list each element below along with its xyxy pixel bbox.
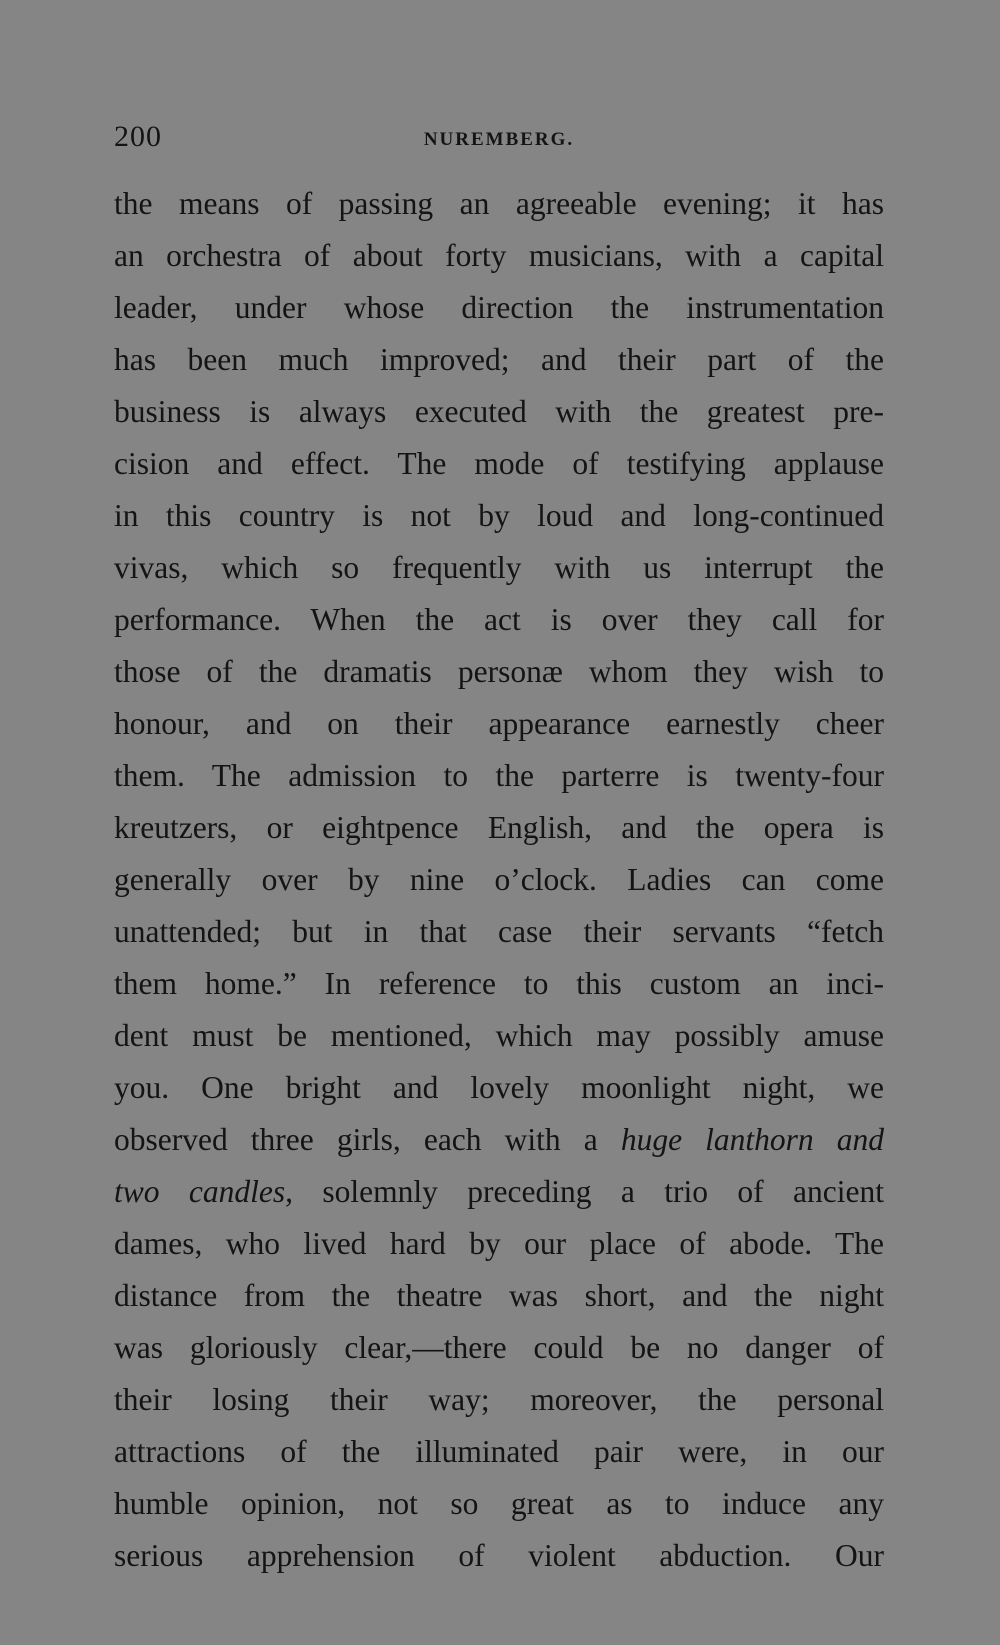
text-line: honour, and on their appearance earnestly cheer — [114, 706, 884, 741]
text-line: kreutzers, or eightpence English, and the opera is — [114, 810, 884, 845]
text-line: business is always executed with the greatest pre- — [114, 394, 884, 429]
text-line: an orchestra of about forty musicians, with a capital — [114, 238, 884, 273]
body-text — [114, 178, 884, 1582]
italic-text-segment: huge lanthorn and — [620, 1122, 884, 1157]
page-header — [114, 114, 884, 164]
text-segment: observed three girls, each with a — [114, 1122, 621, 1157]
text-line: cision and effect. The mode of testifying applause — [114, 446, 884, 481]
text-line: them home.” In reference to this custom an inci- — [114, 966, 884, 1001]
text-line: their losing their way; moreover, the personal — [114, 1382, 884, 1417]
text-line: generally over by nine o’clock. Ladies can come — [114, 862, 884, 897]
running-head: NUREMBERG. — [423, 129, 575, 150]
page-number: 200 — [114, 120, 162, 153]
text-line: dent must be mentioned, which may possibly amuse — [114, 1018, 884, 1053]
text-line-with-italic — [114, 1166, 884, 1218]
text-line: those of the dramatis personæ whom they wish to — [114, 654, 884, 689]
text-line: you. One bright and lovely moonlight night, we — [114, 1070, 884, 1105]
text-line: distance from the theatre was short, and the night — [114, 1278, 884, 1313]
text-line: in this country is not by loud and long-continued — [114, 498, 884, 533]
text-line: performance. When the act is over they call for — [114, 602, 884, 637]
text-segment: solemnly preceding a trio of ancient — [293, 1174, 884, 1209]
text-line: them. The admission to the parterre is twenty-four — [114, 758, 884, 793]
italic-text-segment: two candles, — [114, 1174, 294, 1209]
text-line: the means of passing an agreeable evening; it has — [114, 186, 884, 221]
text-line: humble opinion, not so great as to induce any — [114, 1486, 884, 1521]
text-line: was gloriously clear,—there could be no danger of — [114, 1330, 884, 1365]
text-line: vivas, which so frequently with us interrupt the — [114, 550, 884, 585]
text-line-with-italic — [114, 1114, 884, 1166]
text-line: serious apprehension of violent abduction. Our — [114, 1538, 884, 1573]
text-line: unattended; but in that case their servants “fetch — [114, 914, 884, 949]
text-line: leader, under whose direction the instrumentation — [114, 290, 884, 325]
text-line: dames, who lived hard by our place of abode. The — [114, 1226, 884, 1261]
text-line: attractions of the illuminated pair were, in our — [114, 1434, 884, 1469]
text-line: has been much improved; and their part of the — [114, 342, 884, 377]
